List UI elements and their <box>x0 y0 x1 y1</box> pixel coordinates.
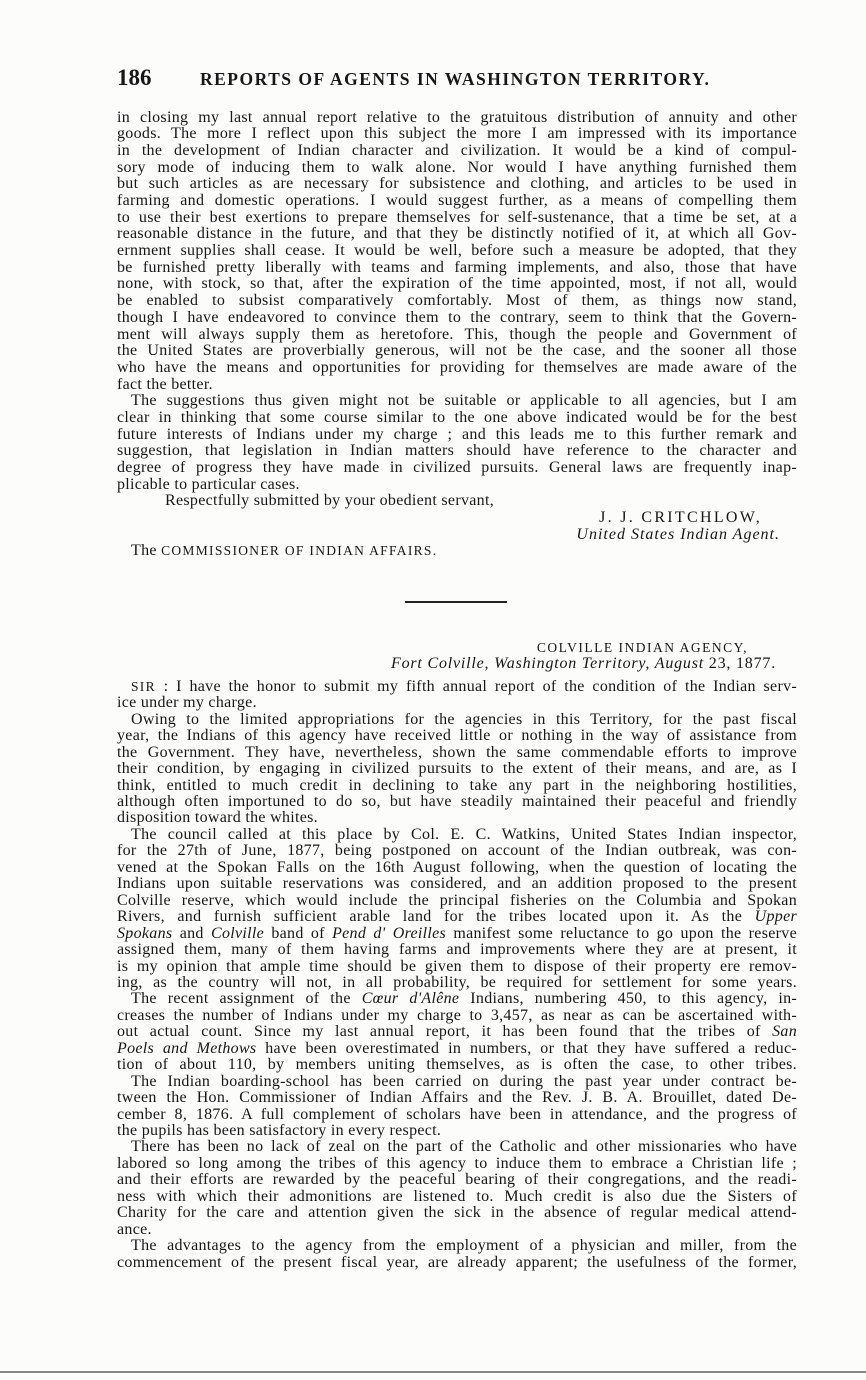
text-line: creases the number of Indians under my charge to 3,457, as near as can be ascertained with- <box>117 1007 797 1024</box>
roman-text: out actual count. Since my last annual report, it has been found that the tribes of <box>117 1024 773 1041</box>
text-line: ance. <box>117 1221 152 1238</box>
italic-text: Spokans <box>117 925 173 942</box>
paragraph <box>117 1139 797 1238</box>
roman-text: The <box>131 543 162 560</box>
roman-text: band of <box>264 925 333 942</box>
italic-text: Cœur d'Alêne <box>361 991 460 1008</box>
text-line: the United States are proverbially generous, will not be the case, and the sooner all those <box>117 343 797 360</box>
text-line: ing, as the country will not, in all probability, be required for settlement for some years. <box>117 974 797 991</box>
text-line: labored so long among the tribes of this agency to induce them to embrace a Christian life ; <box>117 1155 797 1172</box>
paragraph <box>117 827 797 992</box>
text-line: year, the Indians of this agency have received little or nothing in the way of assistance from <box>117 728 797 745</box>
addressee <box>117 543 797 560</box>
report-colville-heading <box>117 640 797 673</box>
text-line: the pupils has been satisfactory in every respect. <box>117 1123 442 1140</box>
closing-line: Respectfully submitted by your obedient servant, <box>165 493 495 510</box>
text-line: but such articles as are necessary for subsistence and clothing, and articles to be used in <box>117 176 797 193</box>
paragraph <box>117 679 797 712</box>
text-line: The Indian boarding-school has been carried on during the past year under contract be- <box>131 1073 797 1090</box>
report-critchlow <box>117 110 797 561</box>
italic-text: San <box>772 1024 797 1041</box>
text-line: future interests of Indians under my charge ; and this leads me to this further remark and <box>117 426 797 443</box>
text-line: cember 8, 1876. A full complement of scholars have been in attendance, and the progress of <box>117 1106 797 1123</box>
roman-text: have been overestimated in numbers, or that they have suffered a reduc- <box>256 1040 797 1057</box>
italic-text: Fort Colville, Washington Territory, August <box>391 656 704 672</box>
text-line: vened at the Spokan Falls on the 16th August following, when the question of locating the <box>117 859 797 876</box>
text-line: The council called at this place by Col. E. C. Watkins, United States Indian inspector, <box>131 826 797 843</box>
agency-name: COLVILLE INDIAN AGENCY, <box>536 639 748 655</box>
text-line <box>117 926 797 942</box>
text-line: and their efforts are rewarded by the peaceful bearing of their congregations, and the readi- <box>117 1172 797 1189</box>
roman-text: Indians, numbering 450, to this agency, in- <box>459 991 797 1008</box>
page-number: 186 <box>117 65 152 90</box>
roman-text: The recent assignment of the <box>131 991 362 1008</box>
text-line: think, entitled to much credit in declining to take any part in the neighboring hostilities, <box>117 777 797 794</box>
text-line: tion of about 110, by members uniting themselves, as is often the case, to other tribes. <box>117 1057 797 1074</box>
text-line: clear in thinking that some course similar to the one above indicated would be for the best <box>117 409 797 426</box>
paragraph <box>117 110 797 394</box>
text-line: be furnished pretty liberally with teams and farming implements, and also, those that have <box>117 259 797 276</box>
text-line: The suggestions thus given might not be suitable or applicable to all agencies, but I am <box>131 393 797 410</box>
text-line: sory mode of inducing them to walk alone. Nor would I have anything furnished them <box>117 159 797 176</box>
paragraph <box>117 991 797 1073</box>
report-colville <box>117 679 797 1271</box>
text-line: in the development of Indian character and civilization. It would be a kind of compul- <box>117 142 797 159</box>
text-line: the Government. They have, nevertheless, shown the same commendable efforts to improve <box>117 744 797 761</box>
text-line: ernment supplies shall cease. It would be well, before such a measure be adopted, that they <box>117 243 797 260</box>
text-line: is my opinion that ample time should be given them to dispose of their property ere remov- <box>117 958 797 975</box>
paragraph <box>117 1074 797 1140</box>
running-header <box>117 63 797 93</box>
text-line: disposition toward the whites. <box>117 810 318 827</box>
signature-name: J. J. CRITCHLOW, <box>599 510 762 527</box>
text-line: be enabled to subsist comparatively comfortably. Most of them, as things now stand, <box>117 293 797 310</box>
text-line <box>117 1024 797 1040</box>
text-line: fact the better. <box>117 376 213 393</box>
text-line: ment will always supply them as heretofore. This, though the people and Government of <box>117 326 797 343</box>
small-caps-text: COMMISSIONER OF INDIAN AFFAIRS. <box>161 543 438 559</box>
scan-edge <box>0 1371 866 1373</box>
text-line: reasonable distance in the future, and that they be distinctly notified of it, at which all Gov- <box>117 226 797 243</box>
text-line: Colville reserve, which would include the principal fisheries on the Columbia and Spokan <box>117 892 797 909</box>
text-line <box>117 991 797 1007</box>
text-line: ness with which their admonitions are listened to. Much credit is also due the Sisters of <box>117 1188 797 1205</box>
text-line: Charity for the care and attention given the sick in the absence of regular medical attend- <box>117 1205 797 1222</box>
text-line <box>117 1041 797 1057</box>
text-line: Owing to the limited appropriations for the agencies in this Territory, for the past fiscal <box>131 711 797 728</box>
text-line <box>117 679 797 695</box>
running-title: REPORTS OF AGENTS IN WASHINGTON TERRITORY. <box>200 69 711 89</box>
text-line: who have the means and opportunities for providing for themselves are made aware of the <box>117 359 797 376</box>
roman-text: and <box>172 925 211 942</box>
text-line: commencement of the present fiscal year, are already apparent; the usefulness of the former, <box>117 1254 797 1271</box>
signature-title: United States Indian Agent. <box>576 526 780 543</box>
roman-text: manifest some reluctance to go upon the reserve <box>446 925 797 942</box>
italic-text: Pend d' Oreilles <box>332 925 447 942</box>
text-line: goods. The more I reflect upon this subject the more I am impressed with its importance <box>117 126 797 143</box>
text-line: farming and domestic operations. I would suggest further, as a means of compelling them <box>117 193 797 210</box>
roman-text: 23, 1877. <box>704 656 776 672</box>
text-line: for the 27th of June, 1877, being postponed on account of the Indian outbreak, was con- <box>117 843 797 860</box>
roman-text: : I have the honor to submit my fifth annual report of the condition of the Indian serv- <box>155 678 797 695</box>
text-line: in closing my last annual report relative to the gratuitous distribution of annuity and other <box>117 109 797 126</box>
paragraph <box>117 393 797 493</box>
paragraph <box>117 712 797 827</box>
text-line: assigned them, many of them having farms and improvements where they are at present, it <box>117 942 797 959</box>
text-line: their condition, by engaging in civilized pursuits to the extent of their means, and are, as I <box>117 761 797 778</box>
text-line: plicable to particular cases. <box>117 476 300 493</box>
italic-text: Colville <box>210 925 265 942</box>
text-line: none, with stock, so that, after the expiration of the time appointed, most, if not all, would <box>117 276 797 293</box>
text-line: ice under my charge. <box>117 695 257 712</box>
text-line: degree of progress they have made in civilized pursuits. General laws are frequently inap- <box>117 460 797 477</box>
text-line: although often importuned to do so, but have steadily maintained their peaceful and friendly <box>117 793 797 810</box>
italic-text: Poels and Methows <box>117 1040 257 1057</box>
dateline <box>117 656 797 673</box>
text-line <box>117 909 797 925</box>
roman-text: Rivers, and furnish sufficient arable land for the tribes located upon it. As the <box>117 909 755 926</box>
text-line: though I have endeavored to convince them to the contrary, seem to think that the Govern- <box>117 309 797 326</box>
text-line: to use their best exertions to prepare themselves for self-sustenance, that a time be set, at a <box>117 209 797 226</box>
text-line: There has been no lack of zeal on the part of the Catholic and other missionaries who have <box>131 1139 797 1156</box>
paragraph <box>117 1238 797 1271</box>
text-line: The advantages to the agency from the employment of a physician and miller, from the <box>131 1238 797 1255</box>
small-caps-text: SIR <box>131 678 156 694</box>
section-divider <box>405 601 507 603</box>
text-line: suggestion, that legislation in Indian matters should have reference to the character and <box>117 443 797 460</box>
text-line: tween the Hon. Commissioner of Indian Affairs and the Rev. J. B. A. Brouillet, dated De- <box>117 1090 797 1107</box>
italic-text: Upper <box>754 909 797 926</box>
text-line: Indians upon suitable reservations was considered, and an addition proposed to the present <box>117 876 797 893</box>
